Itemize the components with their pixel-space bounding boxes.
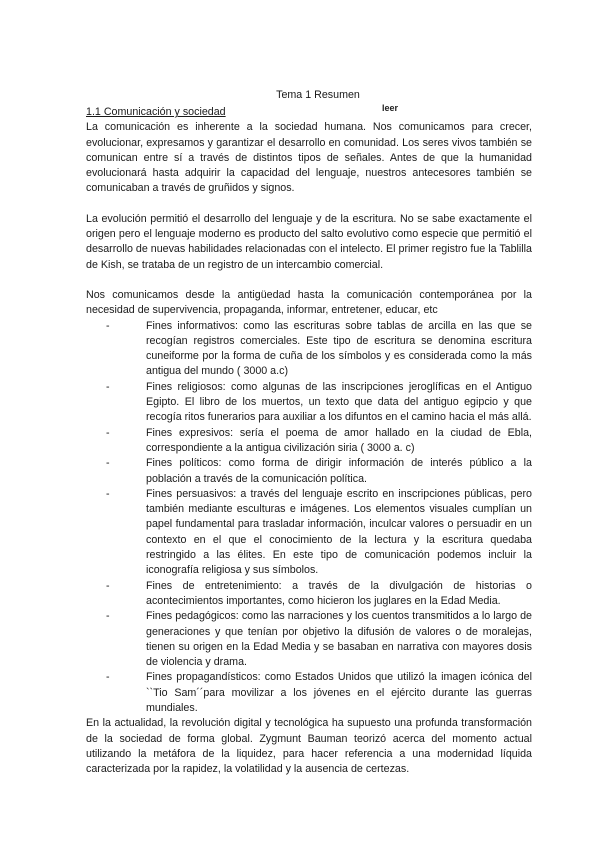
- list-item-text: Fines pedagógicos: como las narraciones y los cuentos transmitidos a lo largo de generaciones y que tenían por objetivo la difusión de valores o de moralejas, tienen su origen en la Edad Media y se basaban en narrativa con mayores dosis de violencia y drama.: [146, 610, 532, 669]
- list-item-persuasivos: [86, 487, 532, 579]
- document-title: Tema 1 Resumen: [276, 89, 360, 101]
- paragraph-evolution: La evolución permitió el desarrollo del lenguaje y de la escritura. No se sabe exactamente el origen pero el lenguaje moderno es producto del salto evolutivo como especie que permitió el desarrollo de nuevas habilidades relacionadas con el intelecto. El primer registro fue la Tablilla de Kish, se trataba de un registro de un intercambio comercial.: [86, 212, 532, 271]
- list-bullet: -: [106, 487, 110, 500]
- list-item-text: Fines informativos: como las escrituras sobre tablas de arcilla en las que se recogían registros comerciales. Este tipo de escritura se denomina escritura cuneiforme por la forma de cuña de los símbolos y es considerada como la más antigua del mundo ( 3000 a.c): [146, 319, 532, 378]
- paragraph-intro: La comunicación es inherente a la sociedad humana. Nos comunicamos para crecer, evolucionar, expresamos y garantizar el desarrollo en comunidad. Los seres vivos también se comunican entre sí a través de distintos tipos de señales. Antes de que la humanidad evolucionará hasta adquirir la capacidad del lenguaje, nuestros antecesores también se comunicaban a través de gruñidos y signos.: [86, 121, 532, 195]
- list-item-religiosos: [86, 380, 532, 426]
- document-page: [86, 88, 532, 777]
- list-item-propagandisticos: [86, 670, 532, 716]
- list-item-text: Fines religiosos: como algunas de las inscripciones jeroglíficas en el Antiguo Egipto. El libro de los muertos, un texto que data del antiguo egipcio y que recogía ritos funerarios para auxiliar a los difuntos en el camino hacia el más allá.: [146, 380, 532, 424]
- list-item-text: Fines propagandísticos: como Estados Unidos que utilizó la imagen icónica del ``Tio Sam´´para movilizar a los jóvenes en el ejército durante las guerras mundiales.: [146, 671, 532, 714]
- section-heading: 1.1 Comunicación y sociedad: [86, 106, 226, 119]
- list-item-politicos: [86, 456, 532, 487]
- list-bullet: -: [106, 610, 110, 623]
- list-bullet: -: [106, 319, 110, 332]
- paragraph-purposes-intro: Nos comunicamos desde la antigüedad hasta la comunicación contemporánea por la necesidad de supervivencia, propaganda, informar, entretener, educar, etc: [86, 288, 532, 317]
- list-item-expresivos: [86, 426, 532, 457]
- list-bullet: -: [106, 579, 110, 592]
- list-item-informativos: [86, 319, 532, 380]
- section-heading-row: [86, 105, 532, 120]
- paragraph-modernity: En la actualidad, la revolución digital y tecnológica ha supuesto una profunda transformación de la sociedad de forma global. Zygmunt Bauman teorizó acerca del momento actual utilizando la metáfora de la liquidez, para hacer referencia a una modernidad líquida caracterizada por la rapidez, la volatilidad y la ausencia de certezas.: [86, 717, 532, 776]
- purposes-list: [86, 319, 532, 717]
- list-bullet: -: [106, 457, 110, 470]
- list-item-text: Fines de entretenimiento: a través de la divulgación de historias o acontecimientos importantes, como hicieron los juglares en la Edad Media.: [146, 579, 532, 607]
- list-item-text: Fines expresivos: sería el poema de amor hallado en la ciudad de Ebla, correspondiente a la antigua civilización siria ( 3000 a. c): [146, 426, 532, 454]
- paragraph-spacer: [86, 197, 532, 212]
- handwritten-annotation: leer: [382, 103, 399, 114]
- list-bullet: -: [106, 426, 110, 439]
- list-bullet: -: [106, 671, 110, 684]
- list-item-text: Fines políticos: como forma de dirigir información de interés público a la población a través de la comunicación política.: [146, 457, 532, 485]
- list-bullet: -: [106, 380, 110, 393]
- paragraph-spacer: [86, 273, 532, 288]
- list-item-pedagogicos: [86, 609, 532, 670]
- list-item-text: Fines persuasivos: a través del lenguaje escrito en inscripciones públicas, pero también mediante esculturas e imágenes. Los elementos visuales cumplían un papel fundamental para trasladar información, inculcar valores o persuadir en un contexto en el que el conocimiento de la lectura y la escritura quedaba restringido a las élites. En este tipo de comunicación podemos incluir la iconografía religiosa y sus símbolos.: [146, 487, 532, 577]
- list-item-entretenimiento: [86, 579, 532, 610]
